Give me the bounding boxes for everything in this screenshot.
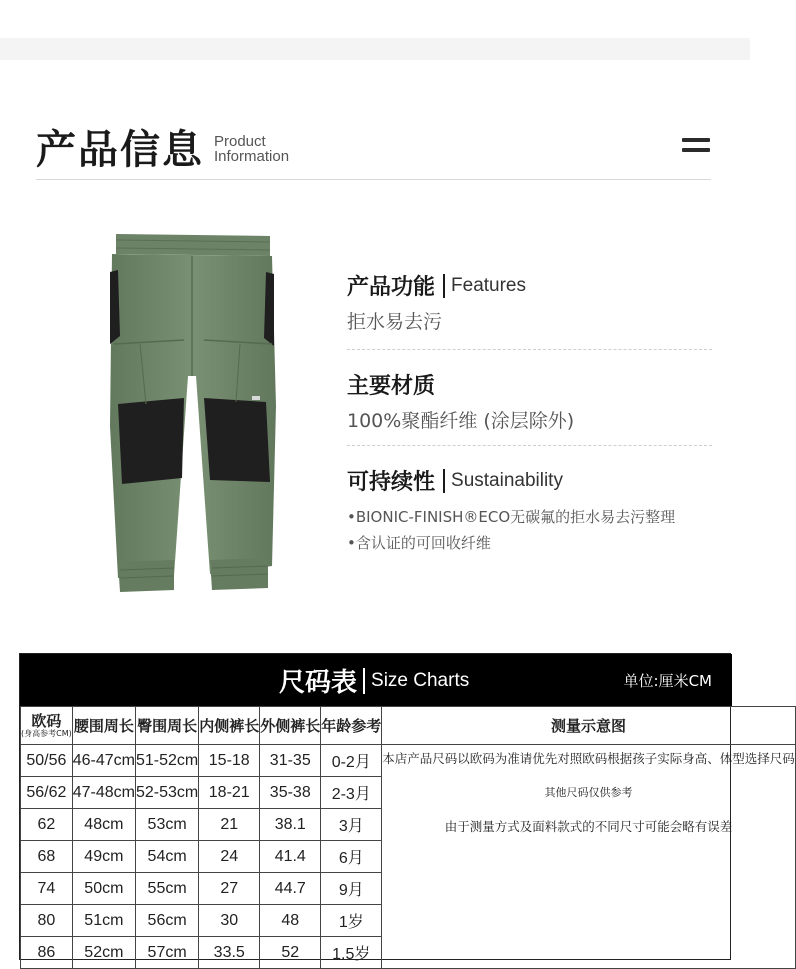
table-cell: 53cm [135,809,198,841]
size-table [20,706,796,969]
table-cell: 46-47cm [72,745,135,777]
table-cell: 48cm [72,809,135,841]
sustainability-block [347,465,712,556]
table-cell: 15-18 [199,745,260,777]
table-cell: 57cm [135,937,198,969]
features-block [347,270,712,334]
col-header-inseam: 内侧裤长 [199,707,260,745]
col-header-hip: 臀围周长 [135,707,198,745]
size-chart-title [279,662,469,699]
page-title: 产品信息 [36,127,204,173]
dashed-divider [347,349,712,350]
page-subtitle-line1: Product [214,133,266,150]
table-cell: 51-52cm [135,745,198,777]
table-cell: 9月 [321,873,382,905]
note-primary: 本店产品尺码以欧码为准请优先对照欧码根据孩子实际身高、体型选择尺码 [382,752,795,766]
dashed-divider [347,445,712,446]
page-subtitle [214,134,289,164]
sustainability-bullet: •BIONIC-FINISH®ECO无碳氟的拒水易去污整理 [347,508,676,526]
table-cell: 44.7 [260,873,321,905]
table-cell: 52-53cm [135,777,198,809]
col-header-outseam: 外侧裤长 [260,707,321,745]
table-cell: 1.5岁 [321,937,382,969]
menu-icon[interactable] [682,138,712,158]
table-cell: 51cm [72,905,135,937]
table-cell: 55cm [135,873,198,905]
table-cell: 52cm [72,937,135,969]
table-cell: 50cm [72,873,135,905]
table-cell: 1岁 [321,905,382,937]
heading-divider [443,469,445,493]
note-tolerance: 由于测量方式及面料款式的不同尺寸可能会略有误差 [444,820,733,834]
size-chart-unit: 单位:厘米CM [623,672,712,690]
title-divider [36,179,711,180]
table-cell: 47-48cm [72,777,135,809]
table-cell: 33.5 [199,937,260,969]
table-cell: 38.1 [260,809,321,841]
table-cell: 6月 [321,841,382,873]
features-label: 产品功能 [347,275,436,300]
table-cell: 49cm [72,841,135,873]
size-chart-title-cn: 尺码表 [279,668,358,698]
table-cell: 2-3月 [321,777,382,809]
material-block [347,369,712,433]
table-cell: 18-21 [199,777,260,809]
table-row [21,745,796,777]
page-subtitle-line2: Information [214,148,290,165]
table-cell: 21 [199,809,260,841]
table-cell: 74 [21,873,73,905]
size-chart [19,653,795,963]
table-cell: 27 [199,873,260,905]
measure-notes [382,745,796,969]
sustainability-label: 可持续性 [347,470,436,495]
table-cell: 30 [199,905,260,937]
material-label: 主要材质 [347,374,436,399]
features-label-en: Features [451,274,526,296]
table-cell: 68 [21,841,73,873]
table-cell: 54cm [135,841,198,873]
table-cell: 56cm [135,905,198,937]
note-secondary: 其他尺码仅供参考 [544,787,633,799]
size-chart-header [20,654,732,706]
table-cell: 0-2月 [321,745,382,777]
top-band [0,38,750,60]
sustainability-bullet: •含认证的可回收纤维 [347,534,491,552]
table-cell: 3月 [321,809,382,841]
sustainability-heading [347,465,712,496]
col-header-measure: 测量示意图 [382,707,796,745]
table-cell: 48 [260,905,321,937]
material-value: 100%聚酯纤维 (涂层除外) [347,410,575,432]
table-cell: 50/56 [21,745,73,777]
table-cell: 24 [199,841,260,873]
features-heading [347,270,712,301]
table-cell: 35-38 [260,777,321,809]
table-header-row [21,707,796,745]
table-cell: 41.4 [260,841,321,873]
col-header-waist: 腰围周长 [72,707,135,745]
material-heading [347,369,712,400]
sustainability-label-en: Sustainability [451,469,563,491]
table-cell: 86 [21,937,73,969]
features-value: 拒水易去污 [347,311,443,333]
col-header-age: 年龄参考 [321,707,382,745]
sustainability-list [347,504,712,556]
table-cell: 56/62 [21,777,73,809]
size-chart-title-en: Size Charts [371,669,470,691]
table-cell: 62 [21,809,73,841]
table-cell: 80 [21,905,73,937]
col-header-eu-label: 欧码 [31,711,62,730]
col-header-eu-sub: (身高参考CM) [21,728,72,738]
heading-divider [363,668,365,694]
table-cell: 31-35 [260,745,321,777]
heading-divider [443,274,445,298]
col-header-eu [21,707,73,745]
pants-image [100,226,290,606]
table-cell: 52 [260,937,321,969]
